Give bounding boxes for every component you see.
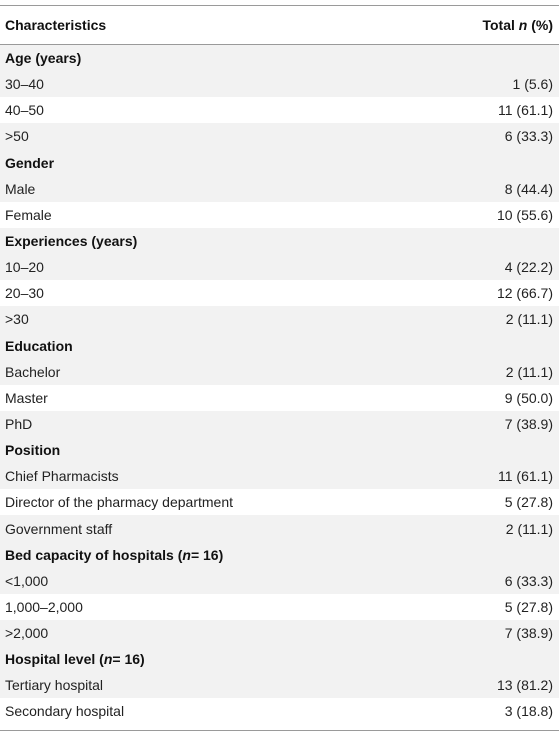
- header-total-prefix: Total: [482, 17, 519, 33]
- row-label: Government staff: [5, 520, 113, 537]
- row-label: >50: [5, 128, 29, 145]
- table-row: [0, 359, 559, 385]
- table-row: [0, 620, 559, 646]
- row-value: 1 (5.6): [512, 76, 553, 93]
- table-row: [0, 594, 559, 620]
- row-label: 40–50: [5, 102, 44, 119]
- table-row: [0, 385, 559, 411]
- section-title: [0, 437, 559, 463]
- row-value: 11 (61.1): [498, 468, 553, 485]
- section-title: [0, 333, 559, 359]
- row-label: >2,000: [5, 625, 49, 642]
- section-title: [0, 646, 559, 672]
- row-value: 2 (11.1): [505, 520, 553, 537]
- row-label: 20–30: [5, 285, 44, 302]
- header-total-suffix: (%): [527, 17, 553, 33]
- section-hospital-level: [0, 646, 559, 724]
- row-label: <1,000: [5, 572, 49, 589]
- section-gender: [0, 150, 559, 228]
- section-position: [0, 437, 559, 542]
- table-row: [0, 463, 559, 489]
- section-title-suffix: = 16): [112, 651, 145, 668]
- header-total: [482, 17, 553, 33]
- row-label: Female: [5, 206, 52, 223]
- table-row: [0, 411, 559, 437]
- section-bed-capacity: [0, 542, 559, 647]
- row-value: 10 (55.6): [496, 206, 553, 223]
- row-value: 2 (11.1): [505, 311, 553, 328]
- table-row: [0, 306, 559, 332]
- table-row: [0, 176, 559, 202]
- row-label: PhD: [5, 415, 33, 432]
- row-label: 10–20: [5, 259, 44, 276]
- row-label: 1,000–2,000: [5, 598, 83, 615]
- table-row: [0, 672, 559, 698]
- section-age: [0, 45, 559, 150]
- row-label: Bachelor: [5, 363, 61, 380]
- section-title-text: Experiences (years): [5, 232, 138, 249]
- row-value: 2 (11.1): [505, 363, 553, 380]
- section-title-text: Bed capacity of hospitals (: [5, 546, 183, 563]
- row-value: 3 (18.8): [504, 703, 553, 720]
- row-label: Secondary hospital: [5, 703, 125, 720]
- row-label: 30–40: [5, 76, 44, 93]
- row-value: 5 (27.8): [504, 494, 553, 511]
- row-label: Tertiary hospital: [5, 677, 104, 694]
- table-row: [0, 71, 559, 97]
- row-value: 4 (22.2): [504, 259, 553, 276]
- section-title: [0, 542, 559, 568]
- row-value: 13 (81.2): [496, 677, 553, 694]
- section-title-text: Education: [5, 337, 73, 354]
- table-row: [0, 515, 559, 541]
- row-value: 8 (44.4): [504, 180, 553, 197]
- table-row: [0, 254, 559, 280]
- section-title-text: Hospital level (: [5, 651, 104, 668]
- section-title: [0, 45, 559, 71]
- section-title-text: Gender: [5, 154, 55, 171]
- row-value: 7 (38.9): [504, 625, 553, 642]
- table-row: [0, 698, 559, 724]
- table-header: [0, 6, 559, 44]
- table-row: [0, 280, 559, 306]
- row-label: Male: [5, 180, 36, 197]
- section-experiences: [0, 228, 559, 333]
- bottom-rule: [0, 730, 559, 731]
- row-value: 6 (33.3): [504, 572, 553, 589]
- section-title-n: n: [103, 651, 113, 668]
- row-value: 5 (27.8): [504, 598, 553, 615]
- header-total-n: n: [518, 17, 528, 33]
- row-label: Master: [5, 389, 48, 406]
- row-label: >30: [5, 311, 29, 328]
- section-education: [0, 333, 559, 438]
- section-title-text: Position: [5, 442, 61, 459]
- row-value: 12 (66.7): [496, 285, 553, 302]
- section-title-suffix: = 16): [190, 546, 224, 563]
- row-value: 9 (50.0): [504, 389, 553, 406]
- table-row: [0, 123, 559, 149]
- table-row: [0, 202, 559, 228]
- section-title-text: Age (years): [5, 50, 82, 66]
- table-row: [0, 568, 559, 594]
- section-title: [0, 228, 559, 254]
- section-title-n: n: [182, 546, 191, 563]
- row-value: 6 (33.3): [504, 128, 553, 145]
- row-value: 11 (61.1): [498, 102, 553, 119]
- header-characteristics: Characteristics: [5, 17, 107, 33]
- row-value: 7 (38.9): [504, 415, 553, 432]
- table-row: [0, 97, 559, 123]
- table-row: [0, 489, 559, 515]
- row-label: Chief Pharmacists: [5, 468, 119, 485]
- row-label: Director of the pharmacy department: [5, 494, 233, 511]
- section-title: [0, 150, 559, 176]
- table-body: [0, 45, 559, 725]
